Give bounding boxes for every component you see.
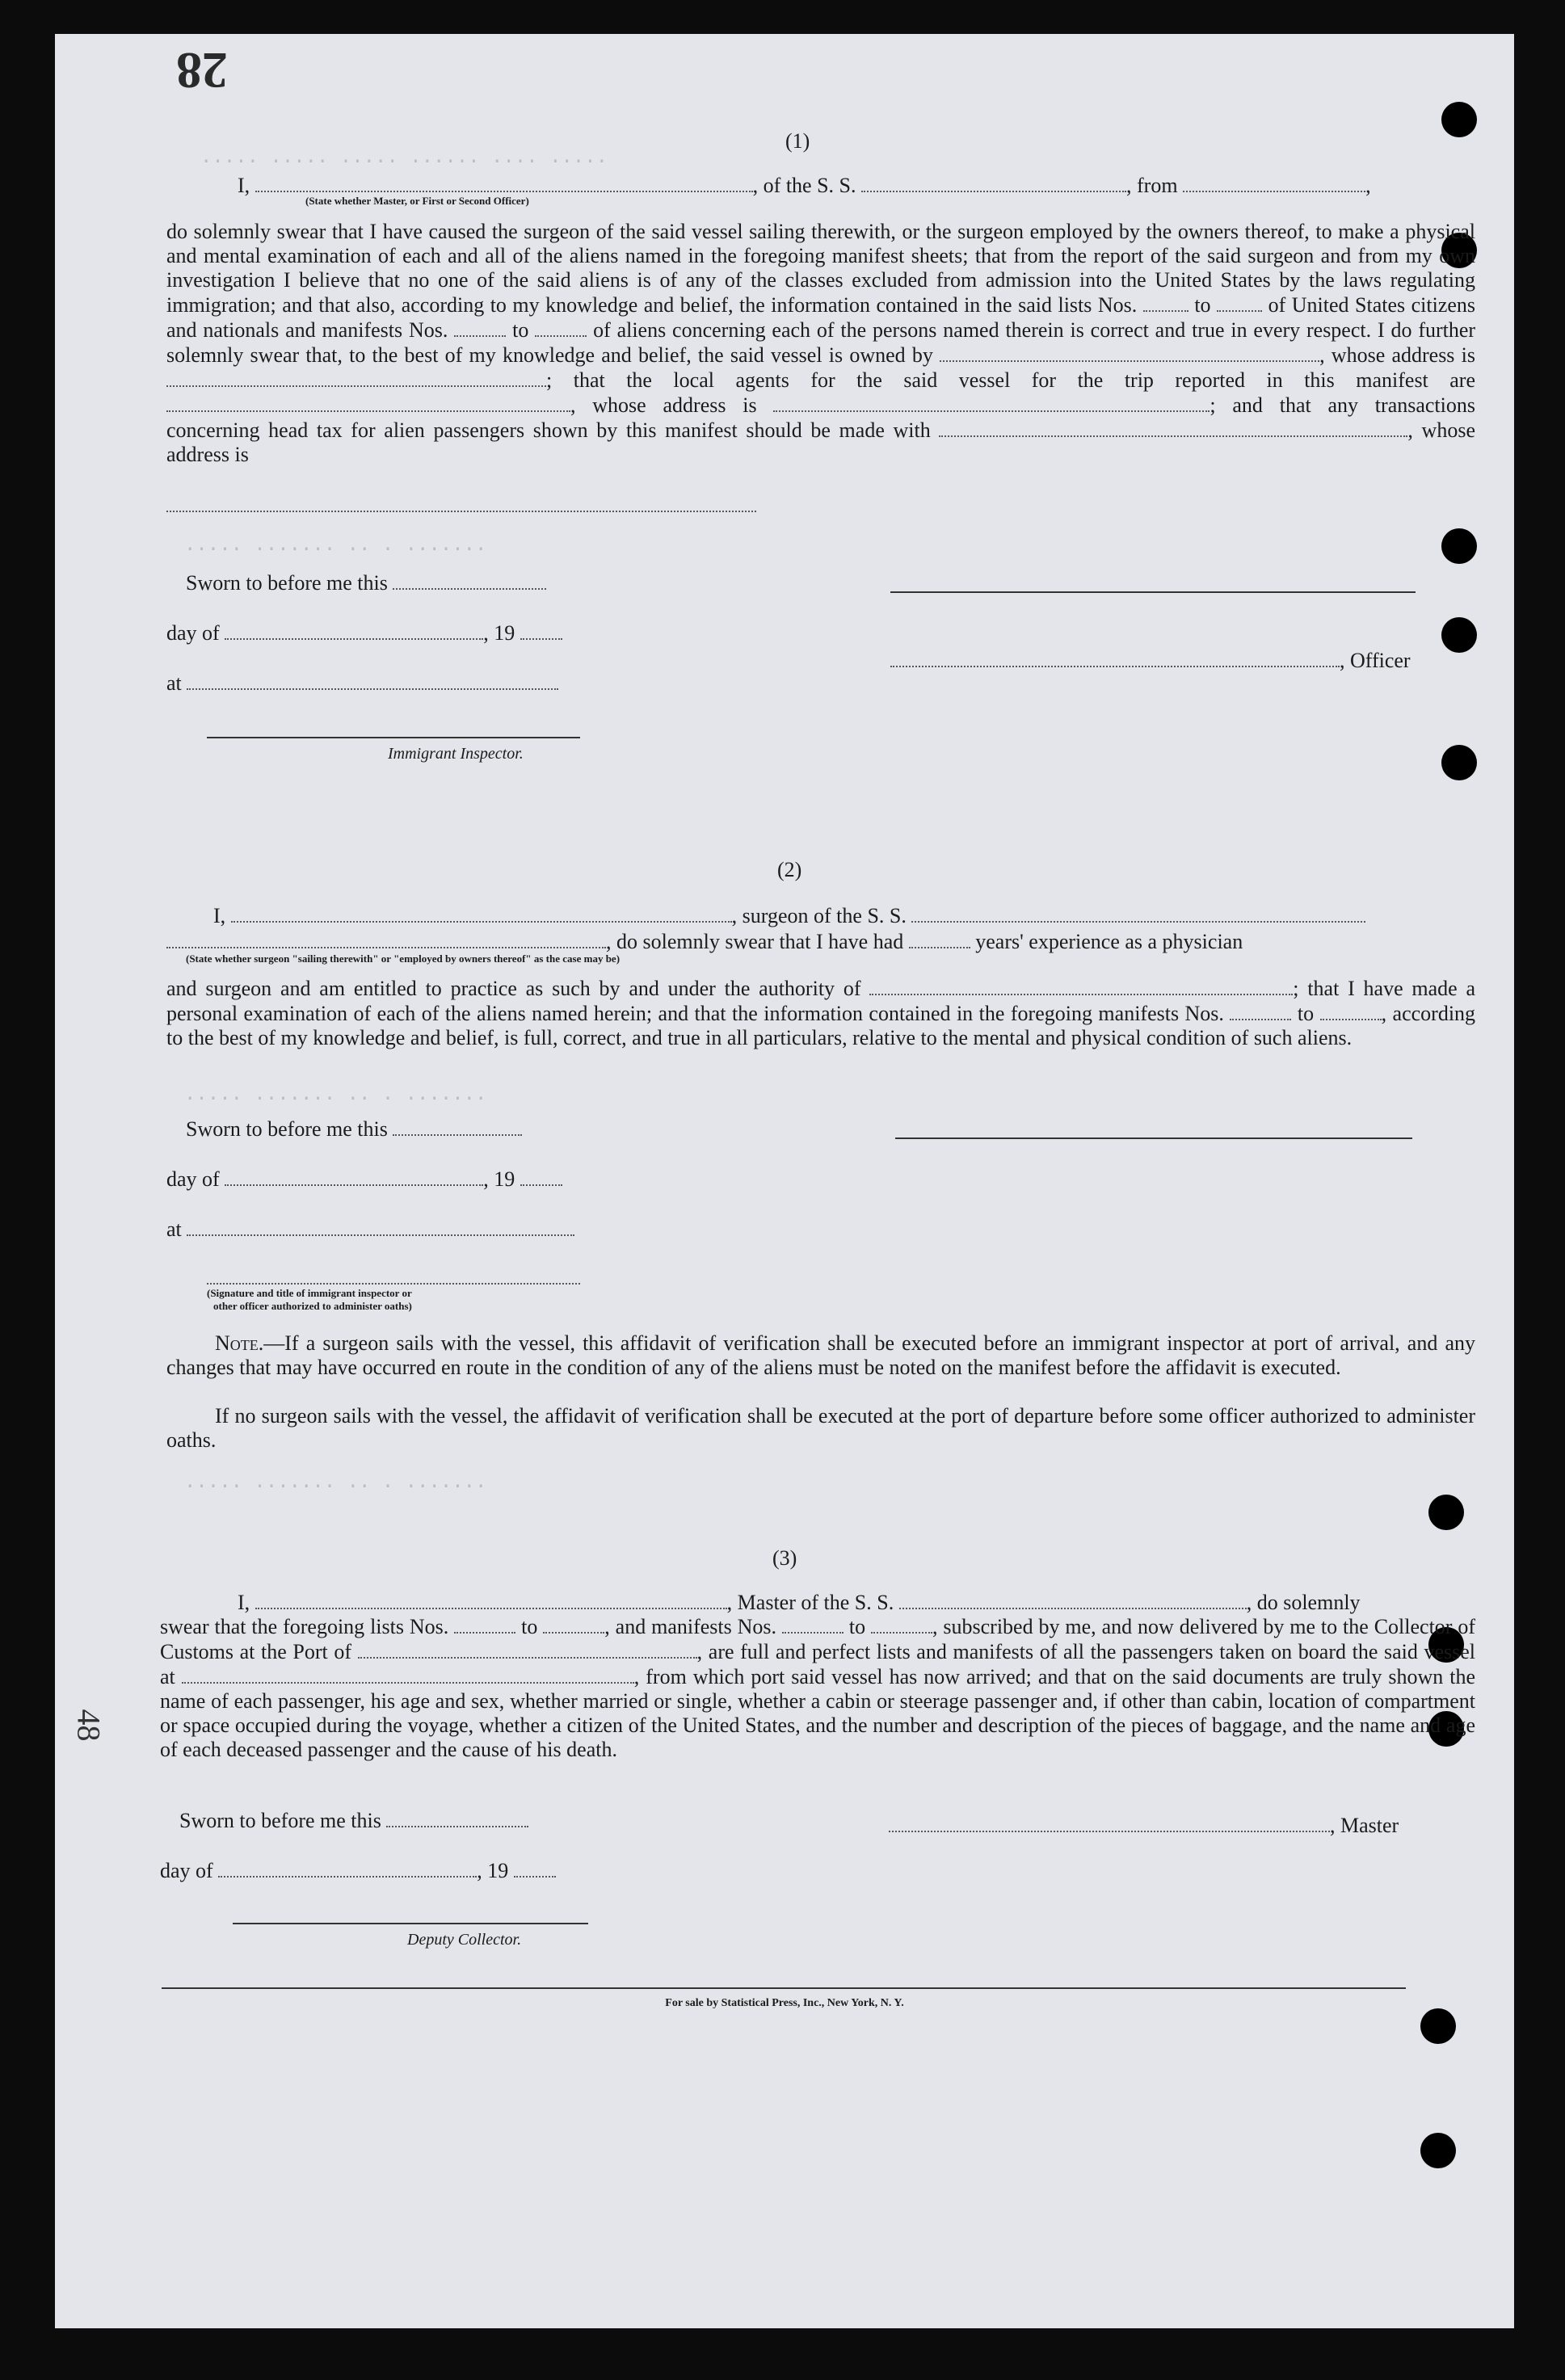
vessel-field-2[interactable]	[911, 903, 1365, 923]
label-to: to	[512, 318, 529, 342]
agents-field[interactable]	[166, 393, 570, 412]
agents-address-field[interactable]	[773, 393, 1210, 412]
label-day-of: day of	[160, 1859, 213, 1882]
label-foregoing: foregoing manifests Nos.	[1010, 1002, 1224, 1025]
section-2-line-1	[213, 903, 1365, 928]
label-local-agents: that the local agents for the said vessel for the trip reported in this manifest are	[573, 368, 1476, 392]
inspector-signature-line	[207, 737, 580, 738]
label-i: I,	[213, 904, 226, 927]
note-text-1: —If a surgeon sails with the vessel, this affidavit of verification shall be executed before an immigrant inspector at port of arrival, and any changes that may have occurred en route in the condition of any of the aliens must be noted on the manifest before the affidavit is executed.	[166, 1331, 1475, 1379]
label-surgeon-of-ss: , surgeon of the S. S.	[731, 904, 907, 927]
bleed-through-text: ..... ..... ..... ...... .... .....	[200, 147, 608, 169]
label-year: , 19	[483, 1167, 515, 1191]
officer-signature-field[interactable]	[890, 648, 1340, 667]
label-year: , 19	[477, 1859, 509, 1882]
surgeon-name-field[interactable]	[231, 903, 732, 923]
label-of-aliens: of aliens concerning each of the persons named	[593, 318, 999, 342]
note-label: Note.	[215, 1331, 264, 1355]
label-do-solemnly: , do solemnly	[1246, 1591, 1361, 1614]
label-day-of: day of	[166, 621, 220, 645]
section-2-at	[166, 1217, 574, 1242]
section-2-day-of	[166, 1167, 562, 1192]
section-3-paragraph	[160, 1614, 1475, 1762]
label-to: to	[848, 1615, 866, 1638]
label-according: , according to the best of my knowledge and belief, is full, correct, and true in	[166, 1002, 1476, 1049]
authority-field[interactable]	[869, 976, 1293, 995]
month-field-2[interactable]	[225, 1167, 483, 1186]
form-page	[55, 34, 1514, 2328]
label-authority: and surgeon and am entitled to practice as such by and under the authority of	[166, 977, 861, 1000]
address-continuation-line	[166, 511, 756, 512]
owner-field[interactable]	[940, 343, 1319, 362]
label-master-of-ss: , Master of the S. S.	[726, 1591, 894, 1614]
year-field-3[interactable]	[514, 1858, 556, 1878]
para-a-text: do solemnly swear that I have caused the surgeon of the said vessel sailing therewith, or the surgeon employed by the owners thereof, to make a physical and mental examination of each and all of the aliens named in the foregoing manifest sheets; that from the report of the said surgeon and from my own investigation I believe that no one of the said aliens is of any of the classes excluded from admission into the United States by the laws regulating immigration; and that also, according to my knowledge and belief, the information contained in the said lists Nos.	[166, 220, 1475, 317]
month-field[interactable]	[225, 620, 483, 640]
label-master: , Master	[1330, 1814, 1399, 1837]
surgeon-note: (State whether surgeon "sailing therewith" or "employed by owners thereof" as the case may be)	[186, 952, 621, 965]
label-examination: that I have made a personal examination of each of the aliens named herein; and that the information contained in the	[166, 977, 1476, 1025]
section-2-paragraph	[166, 976, 1475, 1050]
punch-hole	[1420, 2008, 1456, 2044]
footer-text: For sale by Statistical Press, Inc., New York, N. Y.	[665, 1997, 904, 2009]
vessel-field[interactable]	[861, 173, 1126, 192]
label-i: I,	[238, 174, 250, 197]
footer-rule	[162, 1987, 1406, 1989]
sworn-day-field[interactable]	[393, 570, 546, 590]
lists-to-field[interactable]	[1217, 292, 1262, 312]
label-particulars: all particulars, relative to the mental and physical condition of such aliens.	[726, 1026, 1353, 1049]
manifests-from-field[interactable]	[454, 317, 506, 337]
head-tax-field[interactable]	[939, 418, 1407, 437]
signature-note-1: (Signature and title of immigrant inspector or	[207, 1287, 412, 1299]
punch-hole	[1441, 102, 1477, 137]
label-semicolon: ;	[546, 368, 553, 392]
punch-hole	[1441, 528, 1477, 564]
punch-hole	[1441, 617, 1477, 653]
immigrant-inspector: Immigrant Inspector.	[388, 745, 524, 763]
label-to: to	[1194, 293, 1211, 317]
label-semicolon: ;	[1293, 977, 1299, 1000]
from-port-field[interactable]	[1183, 173, 1365, 192]
deputy-collector: Deputy Collector.	[407, 1931, 522, 1949]
label-passengers: passengers shown by this manifest should be made with	[433, 418, 931, 442]
para-b-text: therein is correct and true in every respect. I do further solemnly swear that, to the best of my knowledge and belief,	[166, 318, 1476, 367]
year-field-2[interactable]	[520, 1167, 562, 1186]
departure-port-field[interactable]	[182, 1664, 634, 1684]
sworn-day-field-2[interactable]	[393, 1116, 522, 1136]
section-2-note-2	[166, 1404, 1475, 1453]
label-sworn: Sworn to before me this	[186, 1117, 388, 1141]
punch-hole	[1420, 2133, 1456, 2168]
signature-note-2: other officer authorized to administer oaths)	[213, 1300, 412, 1312]
label-officer: , Officer	[1340, 649, 1411, 672]
label-us-citizens: of United States citizens and nationals and manifests Nos.	[166, 293, 1476, 342]
collector-signature-line	[233, 1923, 588, 1924]
label-year: , 19	[483, 621, 515, 645]
label-subscribed: , subscribed by me, and now	[932, 1615, 1174, 1638]
label-swear-lists: swear that the foregoing lists Nos.	[160, 1615, 449, 1638]
label-delivered: delivered by me to the Collector of Customs at the Port of	[160, 1615, 1476, 1663]
master-name-field[interactable]	[255, 1590, 727, 1609]
section-1-number: (1)	[785, 129, 810, 153]
section-1-sworn	[186, 570, 546, 595]
label-owned-by: the said vessel is owned by	[697, 343, 933, 367]
label-years: years' experience as a physician	[975, 930, 1243, 953]
signature-line	[890, 591, 1416, 593]
section-3-sworn	[179, 1808, 528, 1833]
section-1-day-of	[166, 620, 562, 645]
punch-hole	[1428, 1495, 1464, 1530]
side-mark: 48	[70, 1709, 107, 1742]
bleed-through-text: ..... ....... .. . .......	[184, 535, 487, 557]
year-field[interactable]	[520, 620, 562, 640]
section-2-sworn	[186, 1116, 522, 1142]
label-manifests-all: manifests of all the passengers taken on board the said vessel at	[160, 1640, 1476, 1688]
surgeon-signature-line	[895, 1137, 1412, 1139]
label-sworn: Sworn to before me this	[179, 1809, 381, 1832]
owner-address-field[interactable]	[166, 368, 546, 387]
page-number: 28	[176, 42, 228, 99]
label-full-perfect: , are full and perfect lists and	[696, 1640, 947, 1663]
label-whose-address: , whose address is	[1319, 343, 1475, 367]
officer-field[interactable]	[255, 173, 753, 192]
lists-from-field[interactable]	[1143, 292, 1188, 312]
section-3-day-of	[160, 1858, 556, 1883]
place-field[interactable]	[187, 671, 558, 690]
lists-to-field-3[interactable]	[543, 1614, 604, 1634]
master-signature-field[interactable]	[889, 1813, 1330, 1832]
manifests-from-field-3[interactable]	[782, 1614, 844, 1634]
manifests-from-field-2[interactable]	[1230, 1001, 1291, 1020]
section-3-line-1	[238, 1590, 1361, 1615]
inspector-signature-line-2	[207, 1283, 580, 1285]
years-field[interactable]	[909, 929, 970, 948]
label-from: , from	[1126, 174, 1178, 197]
label-of-ss: , of the S. S.	[752, 174, 856, 197]
label-and-manifests: , and manifests Nos.	[604, 1615, 777, 1638]
month-field-3[interactable]	[218, 1858, 477, 1878]
section-1-at	[166, 671, 558, 696]
bleed-through-text: ..... ....... .. . .......	[184, 1084, 487, 1106]
label-to: to	[1297, 1002, 1315, 1025]
section-3-number: (3)	[772, 1546, 797, 1570]
manifests-to-field-2[interactable]	[1320, 1001, 1382, 1020]
label-from-which: , from which	[633, 1665, 745, 1688]
label-sworn: Sworn to before me this	[186, 571, 388, 595]
sworn-day-field-3[interactable]	[386, 1808, 528, 1827]
label-i: I,	[238, 1591, 250, 1614]
note-text-2: If no surgeon sails with the vessel, the affidavit of verification shall be executed at the port of departure before some officer authorized to administer oaths.	[166, 1404, 1475, 1452]
manifests-to-field-3[interactable]	[871, 1614, 932, 1634]
lists-from-field-3[interactable]	[454, 1614, 515, 1634]
section-3-master	[889, 1813, 1399, 1838]
label-comma: ,	[1365, 174, 1371, 197]
bleed-through-text: ..... ....... .. . .......	[184, 1472, 487, 1494]
section-1-paragraph-a	[166, 220, 1475, 467]
label-transactions: ; and that any transactions concerning head tax for alien	[166, 393, 1475, 442]
section-2-number: (2)	[777, 858, 802, 881]
label-solemnly: , do solemnly swear that I have had	[606, 930, 904, 953]
surgeon-type-field[interactable]	[166, 929, 606, 948]
label-comma: ,	[570, 393, 576, 417]
label-at: at	[166, 1217, 182, 1241]
section-2-line-2	[166, 929, 1243, 954]
vessel-field-3[interactable]	[899, 1590, 1247, 1609]
label-whose-address-3: , whose address is	[166, 418, 1475, 466]
label-day-of: day of	[166, 1167, 220, 1191]
section-3-text: port said vessel has now arrived; and that on the said documents are truly shown the name of each passenger, his age and sex, whether married or single, whether a cabin or steerage passenger and, if other than cabin, location of compartment or space occupied during the voyage, whether a citizen of the United States, and the number and description of the pieces of baggage, and the name and age of each deceased passenger and the cause of his death.	[160, 1665, 1476, 1761]
manifests-to-field[interactable]	[535, 317, 587, 337]
label-whose-address-2: whose address is	[592, 393, 757, 417]
place-field-2[interactable]	[187, 1217, 574, 1236]
section-1-officer	[890, 648, 1411, 673]
port-field[interactable]	[358, 1639, 697, 1659]
punch-hole	[1441, 745, 1477, 780]
label-at: at	[166, 671, 182, 695]
label-to: to	[521, 1615, 538, 1638]
officer-note: (State whether Master, or First or Second Officer)	[305, 195, 529, 207]
section-2-note	[166, 1331, 1475, 1380]
